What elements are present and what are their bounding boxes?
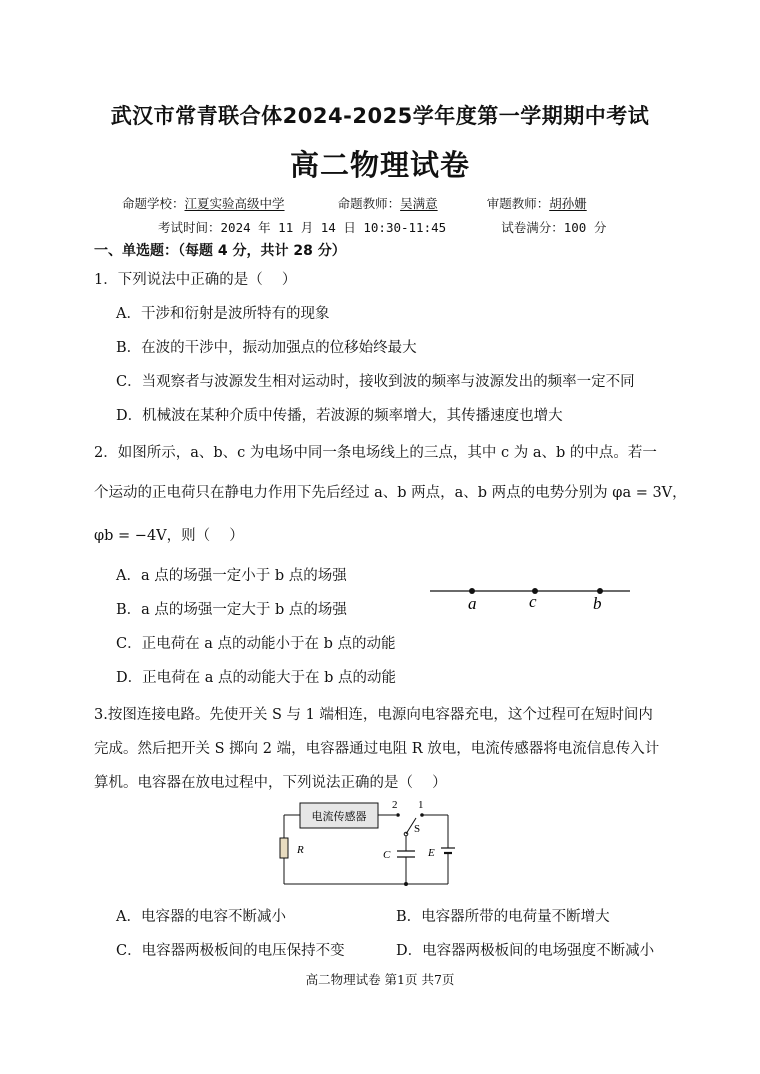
- q1-option-c: C．当观察者与波源发生相对运动时，接收到波的频率与波源发出的频率一定不同: [116, 374, 635, 390]
- q3-option-d: D．电容器两极板间的电场强度不断减小: [396, 943, 655, 959]
- point-b-label: b: [593, 594, 602, 613]
- meta-row-1: [122, 194, 587, 212]
- q1-option-d: D．机械波在某种介质中传播，若波源的频率增大，其传播速度也增大: [116, 408, 563, 424]
- page-footer: 高二物理试卷 第1页 共7页: [305, 972, 455, 987]
- q2-option-d: D．正电荷在 a 点的动能大于在 b 点的动能: [116, 670, 396, 686]
- exam-time: 2024 年 11 月 14 日 10:30-11:45: [220, 220, 447, 235]
- resistor-label: R: [297, 844, 304, 856]
- terminal-2-label: 2: [392, 799, 398, 811]
- reviewer-name: 胡孙姗: [549, 196, 587, 211]
- meta-row-2: [158, 218, 606, 236]
- school-label: 命题学校：: [122, 196, 185, 211]
- score-label: 试卷满分：: [501, 220, 564, 235]
- switch-label: S: [414, 823, 421, 835]
- paper-subtitle: 高二物理试卷: [289, 148, 470, 182]
- capacitor-label: C: [383, 849, 391, 861]
- q3-option-b: B．电容器所带的电荷量不断增大: [396, 909, 610, 925]
- circuit-diagram: [270, 796, 470, 892]
- terminal-2-dot: [396, 813, 400, 817]
- resistor-symbol: [280, 838, 288, 858]
- q2-option-a: A．a 点的场强一定小于 b 点的场强: [116, 568, 347, 584]
- time-label: 考试时间：: [158, 220, 221, 235]
- q3-stem-line1: 3.按图连接电路。先使开关 S 与 1 端相连，电源向电容器充电，这个过程可在短时间内: [94, 707, 653, 723]
- q3-stem-line2: 完成。然后把开关 S 掷向 2 端，电容器通过电阻 R 放电，电流传感器将电流信息传入计: [94, 741, 660, 757]
- teacher-name: 吴满意: [400, 196, 438, 211]
- q2-option-b: B．a 点的场强一定大于 b 点的场强: [116, 602, 347, 618]
- q1-option-b: B．在波的干涉中，振动加强点的位移始终最大: [116, 340, 417, 356]
- point-c-label: c: [529, 592, 537, 611]
- terminal-1-label: 1: [418, 799, 424, 811]
- q2-stem-line1: 2．如图所示，a、b、c 为电场中同一条电场线上的三点，其中 c 为 a、b 的中点。若一: [94, 445, 657, 461]
- q2-option-c: C．正电荷在 a 点的动能小于在 b 点的动能: [116, 636, 396, 652]
- battery-label: E: [428, 847, 435, 859]
- full-score: 100 分: [563, 220, 607, 235]
- q1-stem: 1．下列说法中正确的是（ ）: [94, 272, 297, 288]
- q2-stem-line3: φb = −4V，则（ ）: [94, 528, 244, 544]
- q3-option-a: A．电容器的电容不断减小: [116, 909, 286, 925]
- q3-option-c: C．电容器两极板间的电压保持不变: [116, 943, 345, 959]
- section-title: 一、单选题：（每题 4 分，共计 28 分）: [94, 243, 346, 259]
- exam-title: 武汉市常青联合体2024-2025学年度第一学期期中考试: [110, 104, 650, 128]
- current-sensor-label: 电流传感器: [311, 811, 367, 823]
- q1-option-a: A．干涉和衍射是波所特有的现象: [116, 306, 330, 322]
- teacher-label: 命题教师：: [337, 196, 401, 211]
- q2-stem-line2: 个运动的正电荷只在静电力作用下先后经过 a、b 两点，a、b 两点的电势分别为 φa = 3V，: [94, 485, 687, 501]
- reviewer-label: 审题教师：: [486, 196, 550, 211]
- school-name: 江夏实验高级中学: [184, 196, 285, 211]
- point-a-label: a: [468, 594, 477, 613]
- field-line-figure: [428, 578, 634, 616]
- q3-stem-line3: 算机。电容器在放电过程中，下列说法正确的是（ ）: [94, 775, 447, 791]
